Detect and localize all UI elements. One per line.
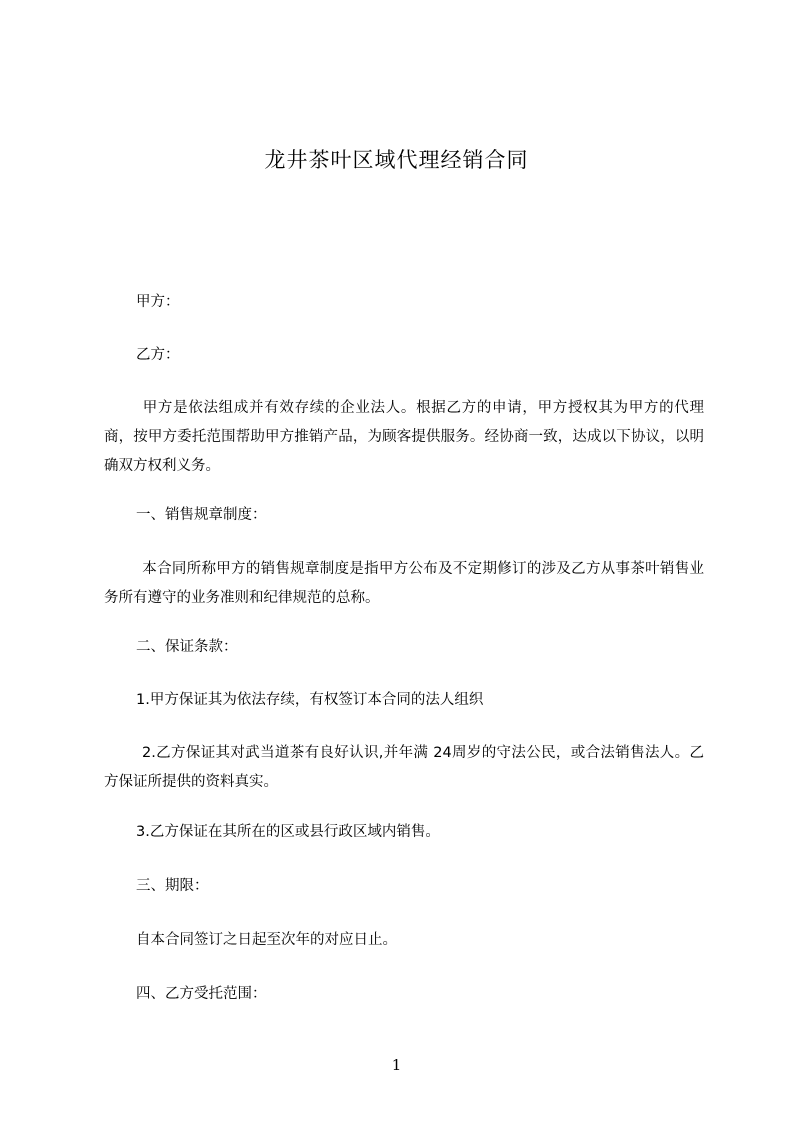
section2-heading: 二、保证条款： (136, 639, 238, 655)
section3-heading: 三、期限： (136, 878, 209, 894)
document-title: 龙井茶叶区域代理经销合同 (264, 148, 529, 172)
section1-text: 本合同所称甲方的销售规章制度是指甲方公布及不定期修订的涉及乙方从事茶叶销售业务所有遵守的业务准则和纪律规范的总称。 (104, 561, 704, 606)
preamble-paragraph (104, 394, 704, 481)
section2-item-3: 3.乙方保证在其所在的区或县行政区域内销售。 (136, 824, 440, 840)
party-b-label: 乙方： (136, 347, 180, 363)
party-a-label: 甲方： (136, 294, 180, 310)
section2-item-1: 1.甲方保证其为依法存续，有权签订本合同的法人组织 (136, 692, 484, 708)
section4-heading: 四、乙方受托范围： (136, 986, 267, 1002)
preamble-text: 甲方是依法组成并有效存续的企业法人。根据乙方的申请，甲方授权其为甲方的代理商，按甲方委托范围帮助甲方推销产品，为顾客提供服务。经协商一致，达成以下协议，以明确双方权利义务。 (104, 400, 704, 474)
section1-heading: 一、销售规章制度： (136, 507, 267, 523)
page-number: 1 (391, 1056, 402, 1074)
section1-paragraph (104, 555, 704, 613)
section2-item-2-text: 2.乙方保证其对武当道茶有良好认识,并年满 24周岁的守法公民，或合法销售法人。乙方保证所提供的资料真实。 (104, 745, 704, 790)
section3-body: 自本合同签订之日起至次年的对应日止。 (136, 932, 397, 948)
section2-item-2-paragraph (104, 739, 704, 797)
